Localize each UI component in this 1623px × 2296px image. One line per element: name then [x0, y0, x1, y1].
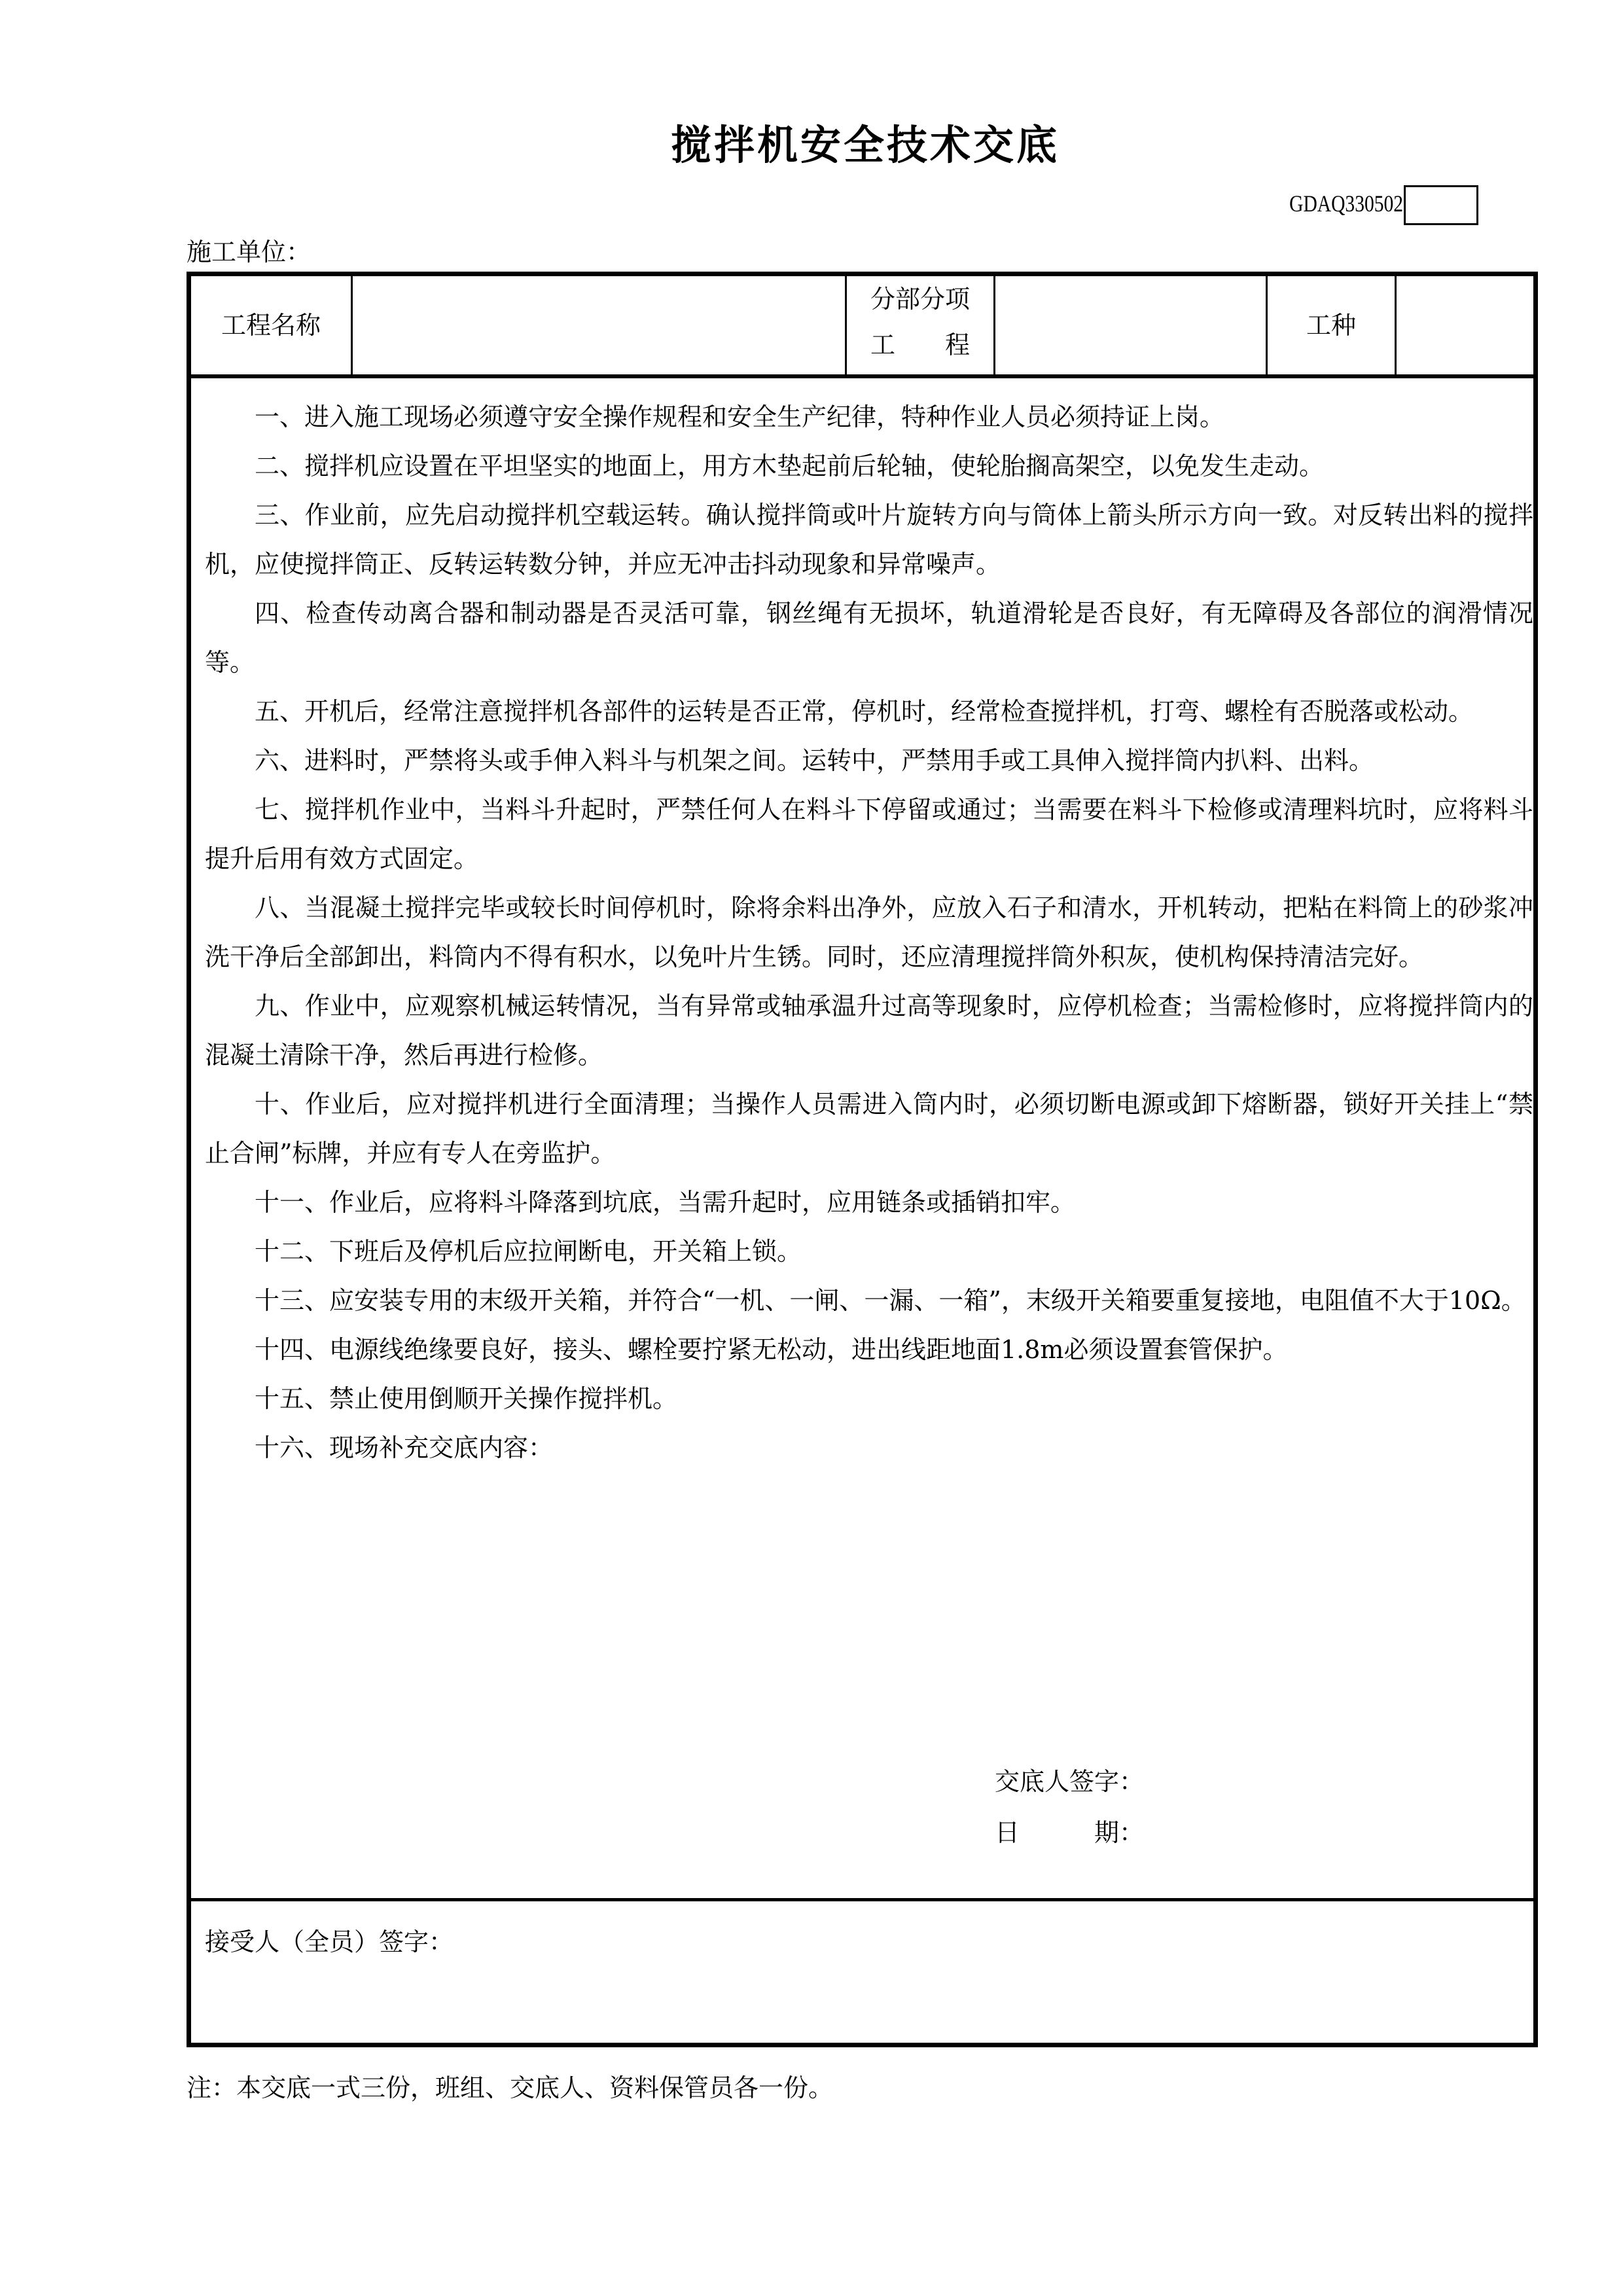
footnote: 注：本交底一式三份，班组、交底人、资料保管员各一份。 [187, 2073, 834, 2102]
column-divider [1395, 276, 1397, 374]
form-code-suffix-field[interactable] [1404, 185, 1478, 225]
trade-label: 工种 [1306, 311, 1356, 340]
safety-item: 七、搅拌机作业中，当料斗升起时，严禁任何人在料斗下停留或通过；当需要在料斗下检修或清理料坑时，应将料斗提升后用有效方式固定。 [205, 795, 1533, 873]
subproject-label-line1: 分部分项 [870, 285, 970, 314]
safety-item: 十、作业后，应对搅拌机进行全面清理；当操作人员需进入筒内时，必须切断电源或卸下熔断器，锁好开关挂上“禁止合闸”标牌，并应有专人在旁监护。 [205, 1090, 1533, 1168]
date-field[interactable] [1153, 1816, 1480, 1849]
project-name-label: 工程名称 [221, 311, 321, 340]
safety-item: 十一、作业后，应将料斗降落到坑底，当需升起时，应用链条或插销扣牢。 [255, 1188, 1076, 1217]
column-divider [993, 276, 995, 374]
safety-item: 二、搅拌机应设置在平坦坚实的地面上，用方木垫起前后轮轴，使轮胎搁高架空，以免发生走动。 [255, 452, 1325, 480]
document-title: 搅拌机安全技术交底 [670, 121, 1060, 169]
safety-item: 十四、电源线绝缘要良好，接头、螺栓要拧紧无松动，进出线距地面1.8m必须设置套管保护。 [255, 1335, 1288, 1364]
safety-item: 九、作业中，应观察机械运转情况，当有异常或轴承温升过高等现象时，应停机检查；当需检修时，应将搅拌筒内的混凝土清除干净，然后再进行检修。 [205, 992, 1533, 1069]
construction-unit-label: 施工单位： [187, 238, 312, 266]
safety-item: 十六、现场补充交底内容： [255, 1433, 554, 1462]
safety-items-list [205, 393, 1533, 1473]
receiver-row-divider [191, 1898, 1533, 1901]
disclosure-form-table [187, 272, 1538, 2047]
safety-item: 四、检查传动离合器和制动器是否灵活可靠，钢丝绳有无损坏，轨道滑轮是否良好，有无障碍及各部位的润滑情况等。 [205, 599, 1533, 677]
safety-item: 六、进料时，严禁将头或手伸入料斗与机架之间。运转中，严禁用手或工具伸入搅拌筒内扒料、出料。 [255, 746, 1374, 775]
form-code: GDAQ330502 [1289, 190, 1403, 217]
safety-item: 十三、应安装专用的末级开关箱，并符合“一机、一闸、一漏、一箱”，末级开关箱要重复接地，电阻值不大于10Ω。 [255, 1286, 1526, 1315]
subproject-label-line2: 工 程 [870, 331, 970, 359]
safety-item: 三、作业前，应先启动搅拌机空载运转。确认搅拌筒或叶片旋转方向与筒体上箭头所示方向一致。对反转出料的搅拌机，应使搅拌筒正、反转运转数分钟，并应无冲击抖动现象和异常噪声。 [205, 501, 1533, 579]
safety-item: 十二、下班后及停机后应拉闸断电，开关箱上锁。 [255, 1237, 802, 1266]
column-divider [351, 276, 353, 374]
discloser-signature-field[interactable] [1153, 1765, 1480, 1798]
safety-item: 一、进入施工现场必须遵守安全操作规程和安全生产纪律，特种作业人员必须持证上岗。 [255, 403, 1225, 431]
date-label: 日 期： [995, 1818, 1145, 1847]
discloser-signature-label: 交底人签字： [995, 1767, 1145, 1796]
safety-item: 十五、禁止使用倒顺开关操作搅拌机。 [255, 1384, 678, 1413]
safety-item: 八、当混凝土搅拌完毕或较长时间停机时，除将余料出净外，应放入石子和清水，开机转动，把粘在料筒上的砂浆冲洗干净后全部卸出，料筒内不得有积水，以免叶片生锈。同时，还应清理搅拌筒外积灰，使机构保持清洁完好。 [205, 893, 1533, 971]
receiver-signature-field[interactable] [205, 1965, 1514, 2030]
safety-item: 五、开机后，经常注意搅拌机各部件的运转是否正常，停机时，经常检查搅拌机，打弯、螺栓有否脱落或松动。 [255, 697, 1474, 726]
header-row-divider [191, 374, 1533, 378]
receiver-signature-label: 接受人（全员）签字： [205, 1928, 454, 1956]
